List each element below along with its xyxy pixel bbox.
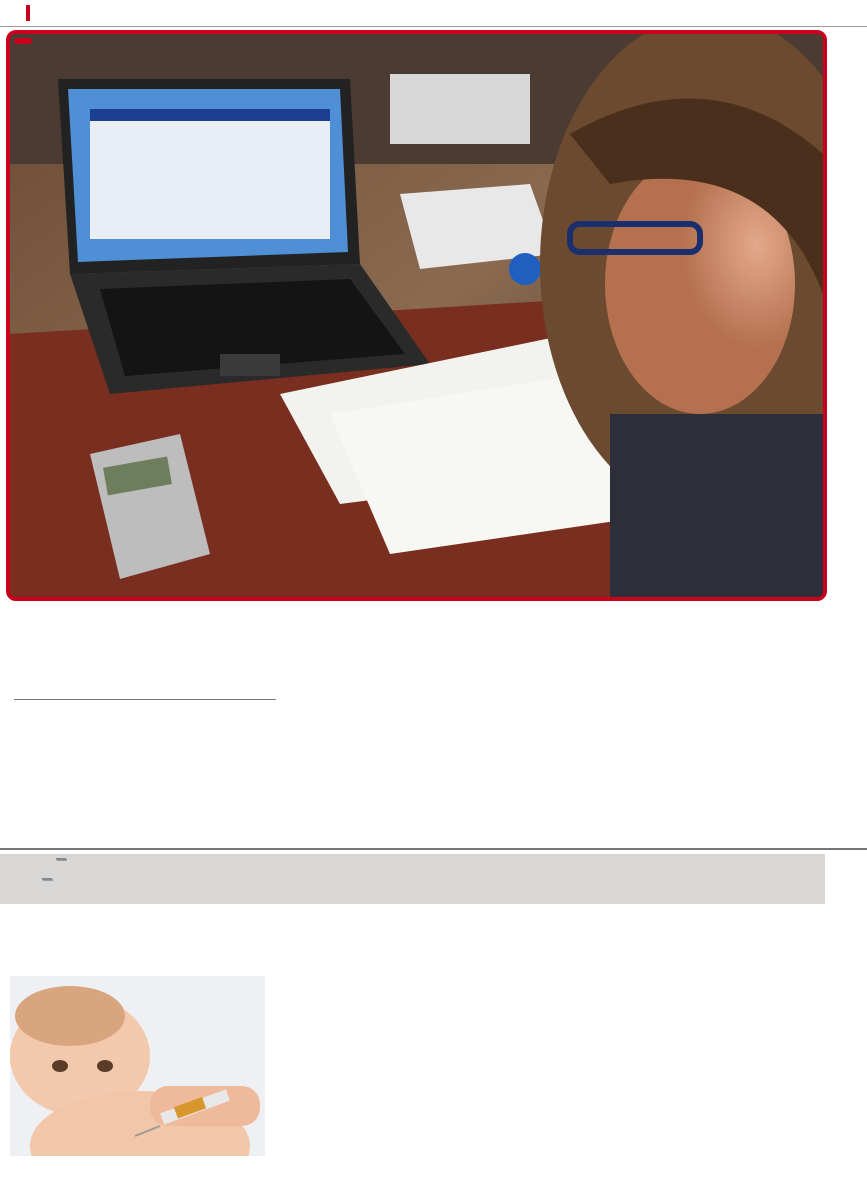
page-header [0,0,867,27]
feature-kicker [14,38,32,44]
section-divider [0,848,867,850]
feature-byline [14,697,276,700]
article2-photo [10,976,265,1198]
feature-photo-frame [6,30,827,601]
article2-tag-line-2 [42,878,52,880]
article2-tag [42,856,236,900]
header-accent-bar [26,5,30,21]
feature-article [14,599,817,844]
feature-column-3 [282,599,410,605]
article2-tag-line-1 [56,858,66,860]
baby-vaccination-photo [10,976,265,1198]
feature-photo [10,34,823,597]
